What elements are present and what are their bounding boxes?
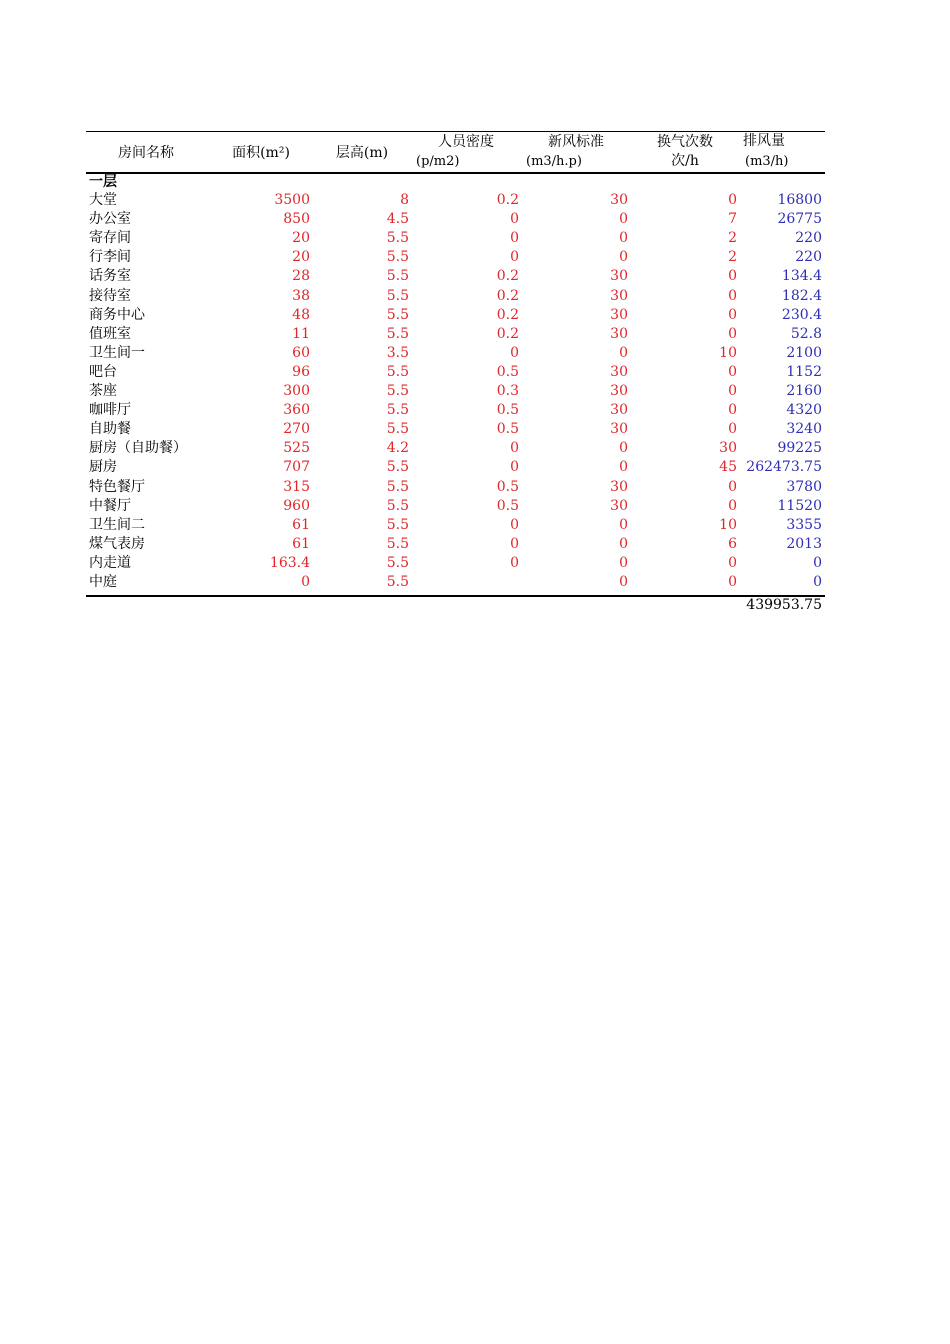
cell-ach: 0 <box>728 554 737 571</box>
cell-ach: 0 <box>728 306 737 323</box>
cell-density: 0.2 <box>496 287 519 304</box>
cell-fresh: 30 <box>610 306 628 323</box>
cell-area: 525 <box>283 440 310 457</box>
cell-area: 360 <box>283 402 310 419</box>
cell-ach: 10 <box>719 344 737 361</box>
cell-density: 0 <box>510 459 519 476</box>
cell-fresh: 30 <box>610 325 628 342</box>
section-label: 一层 <box>89 174 117 190</box>
cell-area: 300 <box>283 383 310 399</box>
cell-fresh: 30 <box>610 383 628 399</box>
cell-density: 0 <box>510 440 519 457</box>
cell-ach: 0 <box>728 192 737 208</box>
cell-name: 厨房 <box>89 459 117 476</box>
cell-name: 内走道 <box>89 554 131 571</box>
cell-name: 厨房（自助餐） <box>89 440 187 457</box>
cell-name: 卫生间一 <box>89 344 145 361</box>
cell-name: 特色餐厅 <box>89 478 145 495</box>
cell-name: 商务中心 <box>89 306 145 323</box>
cell-exhaust: 3355 <box>786 516 822 533</box>
cell-exhaust: 1152 <box>786 363 822 380</box>
cell-fresh: 0 <box>619 459 628 476</box>
cell-ach: 7 <box>728 211 737 228</box>
cell-fresh: 0 <box>619 516 628 533</box>
cell-fresh: 30 <box>610 363 628 380</box>
cell-area: 270 <box>283 421 310 438</box>
cell-density: 0.2 <box>496 325 519 342</box>
cell-height: 5.5 <box>386 574 409 590</box>
cell-name: 行李间 <box>89 249 131 266</box>
cell-height: 5.5 <box>386 287 409 304</box>
cell-name: 吧台 <box>89 363 117 380</box>
cell-ach: 0 <box>728 478 737 495</box>
cell-name: 办公室 <box>89 211 131 228</box>
cell-area: 60 <box>292 344 310 361</box>
cell-height: 8 <box>400 192 409 208</box>
header-exhaust-line2: (m3/h) <box>745 154 789 169</box>
cell-exhaust: 182.4 <box>781 287 822 304</box>
cell-density: 0.5 <box>496 421 519 438</box>
cell-ach: 30 <box>719 440 737 457</box>
header-ach-line1: 换气次数 <box>657 134 713 150</box>
cell-area: 28 <box>292 268 310 285</box>
cell-name: 咖啡厅 <box>89 402 131 419</box>
cell-exhaust: 52.8 <box>790 325 822 342</box>
cell-name: 寄存间 <box>89 230 131 247</box>
cell-exhaust: 11520 <box>777 497 822 514</box>
cell-density: 0 <box>510 230 519 247</box>
cell-ach: 0 <box>728 363 737 380</box>
cell-height: 5.5 <box>386 249 409 266</box>
cell-height: 5.5 <box>386 230 409 247</box>
cell-fresh: 30 <box>610 287 628 304</box>
cell-density: 0.2 <box>496 306 519 323</box>
cell-ach: 10 <box>719 516 737 533</box>
cell-name: 卫生间二 <box>89 516 145 533</box>
cell-ach: 6 <box>728 535 737 552</box>
cell-density: 0.5 <box>496 478 519 495</box>
header-ach-line2: 次/h <box>671 153 699 169</box>
cell-ach: 0 <box>728 402 737 419</box>
cell-name: 自助餐 <box>89 421 131 438</box>
cell-fresh: 30 <box>610 478 628 495</box>
cell-density: 0.5 <box>496 402 519 419</box>
cell-exhaust: 262473.75 <box>746 459 822 476</box>
cell-height: 5.5 <box>386 402 409 419</box>
cell-fresh: 0 <box>619 344 628 361</box>
header-density-line1: 人员密度 <box>438 134 494 150</box>
cell-density: 0.5 <box>496 497 519 514</box>
cell-height: 5.5 <box>386 459 409 476</box>
cell-height: 5.5 <box>386 306 409 323</box>
cell-exhaust: 99225 <box>777 440 822 457</box>
cell-exhaust: 0 <box>813 574 822 590</box>
cell-ach: 0 <box>728 574 737 590</box>
cell-exhaust: 2100 <box>786 344 822 361</box>
cell-name: 煤气表房 <box>89 535 145 552</box>
cell-exhaust: 3780 <box>786 478 822 495</box>
cell-density: 0.3 <box>496 383 519 399</box>
cell-density: 0 <box>510 535 519 552</box>
cell-density: 0.2 <box>496 192 519 208</box>
cell-height: 5.5 <box>386 554 409 571</box>
header-exhaust-line1: 排风量 <box>743 133 785 149</box>
cell-fresh: 0 <box>619 211 628 228</box>
cell-ach: 0 <box>728 287 737 304</box>
cell-name: 中餐厅 <box>89 497 131 514</box>
cell-height: 5.5 <box>386 268 409 285</box>
cell-fresh: 30 <box>610 497 628 514</box>
cell-ach: 0 <box>728 383 737 399</box>
cell-height: 5.5 <box>386 478 409 495</box>
cell-density: 0.2 <box>496 268 519 285</box>
cell-exhaust: 220 <box>795 230 822 247</box>
header-room-name: 房间名称 <box>118 145 174 161</box>
cell-fresh: 0 <box>619 230 628 247</box>
cell-height: 3.5 <box>386 344 409 361</box>
cell-area: 850 <box>283 211 310 228</box>
cell-fresh: 30 <box>610 402 628 419</box>
cell-exhaust: 3240 <box>786 421 822 438</box>
header-area: 面积(m²) <box>232 145 290 161</box>
cell-ach: 0 <box>728 497 737 514</box>
header-fresh-line2: (m3/h.p) <box>526 154 582 169</box>
cell-density: 0 <box>510 554 519 571</box>
cell-fresh: 30 <box>610 421 628 438</box>
cell-area: 315 <box>283 478 310 495</box>
cell-exhaust: 2013 <box>786 535 822 552</box>
cell-height: 5.5 <box>386 516 409 533</box>
cell-ach: 0 <box>728 421 737 438</box>
cell-ach: 2 <box>728 230 737 247</box>
cell-area: 20 <box>292 230 310 247</box>
cell-height: 5.5 <box>386 535 409 552</box>
cell-name: 大堂 <box>89 192 117 208</box>
cell-height: 5.5 <box>386 497 409 514</box>
cell-ach: 45 <box>719 459 737 476</box>
header-density-line2: (p/m2) <box>416 154 460 169</box>
cell-height: 4.5 <box>386 211 409 228</box>
cell-fresh: 30 <box>610 192 628 208</box>
cell-area: 96 <box>292 363 310 380</box>
cell-height: 5.5 <box>386 325 409 342</box>
cell-area: 960 <box>283 497 310 514</box>
cell-height: 5.5 <box>386 363 409 380</box>
cell-name: 接待室 <box>89 287 131 304</box>
cell-exhaust: 134.4 <box>781 268 822 285</box>
cell-density: 0 <box>510 249 519 266</box>
cell-fresh: 0 <box>619 440 628 457</box>
header-bottom-rule <box>86 172 825 174</box>
cell-area: 61 <box>292 535 310 552</box>
cell-area: 11 <box>292 325 310 342</box>
cell-area: 3500 <box>274 192 310 208</box>
cell-area: 163.4 <box>269 554 310 571</box>
cell-density: 0 <box>510 344 519 361</box>
cell-name: 话务室 <box>89 268 131 285</box>
cell-ach: 0 <box>728 268 737 285</box>
cell-height: 5.5 <box>386 421 409 438</box>
cell-area: 38 <box>292 287 310 304</box>
cell-fresh: 0 <box>619 574 628 590</box>
header-fresh-line1: 新风标准 <box>548 134 604 150</box>
cell-fresh: 0 <box>619 554 628 571</box>
cell-exhaust: 230.4 <box>781 306 822 323</box>
cell-name: 中庭 <box>89 574 117 590</box>
cell-name: 茶座 <box>89 383 117 399</box>
cell-density: 0.5 <box>496 363 519 380</box>
cell-area: 61 <box>292 516 310 533</box>
cell-exhaust: 26775 <box>777 211 822 228</box>
header-top-rule <box>86 131 825 132</box>
cell-density: 0 <box>510 516 519 533</box>
cell-fresh: 0 <box>619 249 628 266</box>
cell-exhaust: 0 <box>813 554 822 571</box>
cell-height: 5.5 <box>386 383 409 399</box>
cell-area: 48 <box>292 306 310 323</box>
cell-height: 4.2 <box>386 440 409 457</box>
cell-density: 0 <box>510 211 519 228</box>
cell-exhaust: 4320 <box>786 402 822 419</box>
cell-fresh: 30 <box>610 268 628 285</box>
cell-exhaust: 16800 <box>777 192 822 208</box>
header-height: 层高(m) <box>335 145 389 161</box>
cell-area: 0 <box>301 574 310 590</box>
exhaust-total: 439953.75 <box>746 597 822 613</box>
cell-name: 值班室 <box>89 325 131 342</box>
cell-fresh: 0 <box>619 535 628 552</box>
cell-ach: 0 <box>728 325 737 342</box>
cell-area: 707 <box>283 459 310 476</box>
cell-ach: 2 <box>728 249 737 266</box>
cell-area: 20 <box>292 249 310 266</box>
cell-exhaust: 2160 <box>786 383 822 399</box>
cell-exhaust: 220 <box>795 249 822 266</box>
